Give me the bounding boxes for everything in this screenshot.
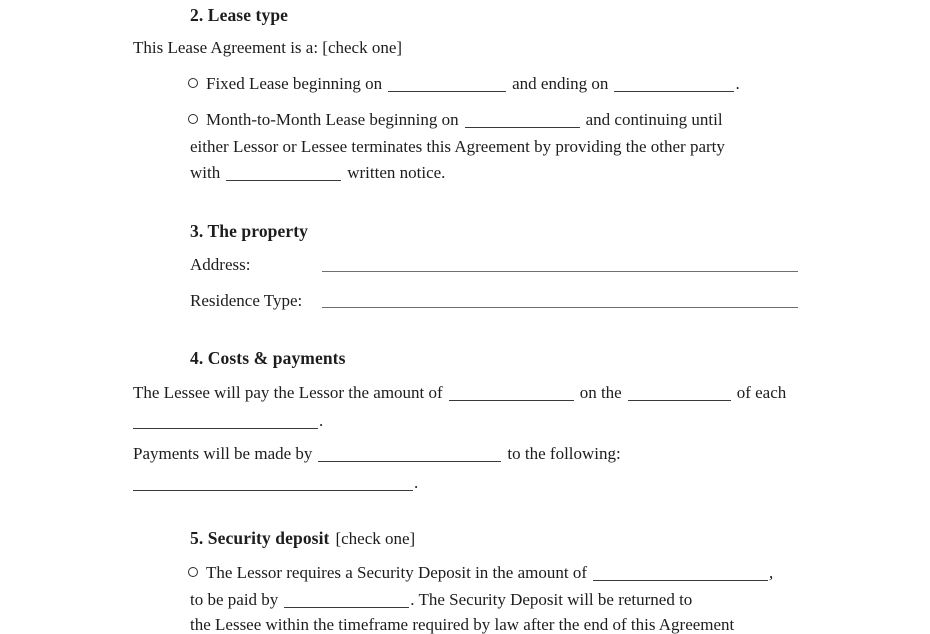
- security-paidby-text-pre: to be paid by: [190, 590, 279, 609]
- rent-text-post: of each: [736, 383, 787, 402]
- payment-destination-end: .: [414, 473, 419, 492]
- security-heading-text: 5. Security deposit: [190, 528, 330, 548]
- section-heading-security: [190, 525, 415, 552]
- m2m-start-date-blank[interactable]: [465, 113, 580, 128]
- rent-text-pre: The Lessee will pay the Lessor the amount of: [133, 383, 443, 402]
- rent-amount-line: [133, 380, 786, 406]
- fixed-lease-text-pre: Fixed Lease beginning on: [206, 74, 383, 93]
- security-deposit-option-line1: [188, 560, 773, 586]
- address-label: Address:: [190, 255, 251, 274]
- address-fill-line[interactable]: [322, 271, 798, 272]
- rent-period-blank[interactable]: [133, 414, 318, 429]
- payments-text-post: to the following:: [507, 444, 621, 463]
- fixed-lease-start-date-blank[interactable]: [388, 77, 506, 92]
- security-deposit-checkbox-icon[interactable]: [188, 567, 198, 577]
- security-paidby-blank[interactable]: [284, 593, 409, 608]
- rent-text-mid: on the: [579, 383, 622, 402]
- security-amount-blank[interactable]: [593, 566, 768, 581]
- security-text-pre: The Lessor requires a Security Deposit in the amount of: [206, 563, 587, 582]
- security-heading-note: [check one]: [335, 529, 416, 548]
- security-deposit-option-line2: [190, 587, 692, 613]
- rent-amount-blank[interactable]: [449, 386, 574, 401]
- rent-period-line: [133, 408, 323, 434]
- payment-method-blank[interactable]: [318, 447, 501, 462]
- payment-destination-blank[interactable]: [133, 476, 413, 491]
- clipped-next-line: [190, 615, 810, 634]
- month-to-month-checkbox-icon[interactable]: [188, 114, 198, 124]
- fixed-lease-end-date-blank[interactable]: [614, 77, 734, 92]
- residence-type-label: Residence Type:: [190, 291, 303, 310]
- section-heading-property: 3. The property: [190, 221, 309, 241]
- security-line1-end: ,: [768, 563, 774, 582]
- fixed-lease-text-end: .: [735, 74, 740, 93]
- rent-period-end: .: [319, 411, 324, 430]
- rent-day-blank[interactable]: [628, 386, 731, 401]
- lease-type-intro: This Lease Agreement is a: [check one]: [133, 38, 403, 57]
- payment-destination-line: [133, 470, 418, 496]
- m2m-text-pre: Month-to-Month Lease beginning on: [206, 110, 459, 129]
- month-to-month-option-line2: either Lessor or Lessee terminates this Agreement by providing the other party: [190, 137, 725, 156]
- m2m-notice-text-post: written notice.: [347, 163, 446, 182]
- fixed-lease-checkbox-icon[interactable]: [188, 78, 198, 88]
- m2m-notice-text-pre: with: [190, 163, 221, 182]
- payments-text-pre: Payments will be made by: [133, 444, 313, 463]
- residence-type-fill-line[interactable]: [322, 307, 798, 308]
- section-heading-costs: 4. Costs & payments: [190, 348, 346, 368]
- clipped-next-line-text: the Lessee within the timeframe required by law after the end of this Agreement: [190, 615, 735, 634]
- section-heading-lease-type: 2. Lease type: [190, 5, 289, 25]
- fixed-lease-text-mid: and ending on: [512, 74, 609, 93]
- month-to-month-option-line3: [190, 160, 445, 186]
- month-to-month-option-line1: [188, 107, 723, 133]
- m2m-notice-period-blank[interactable]: [226, 166, 341, 181]
- payment-method-line: [133, 441, 621, 467]
- fixed-lease-option: [188, 71, 740, 97]
- m2m-text-post: and continuing until: [585, 110, 723, 129]
- security-paidby-text-post: . The Security Deposit will be returned to: [410, 590, 693, 609]
